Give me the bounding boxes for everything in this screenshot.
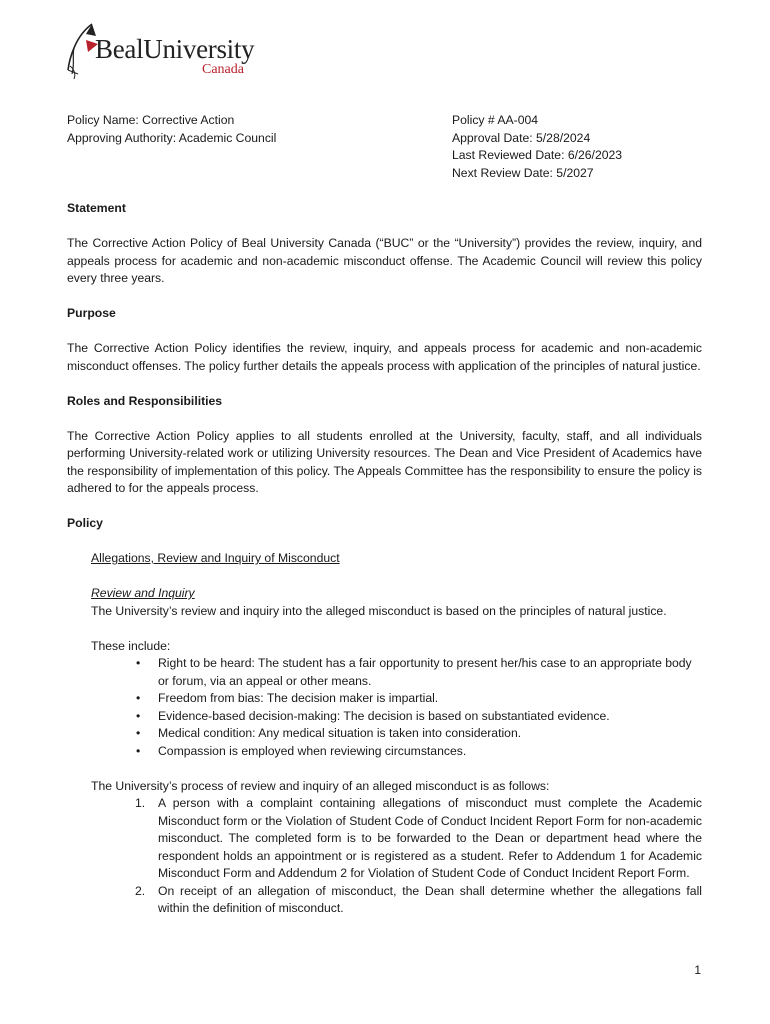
allegations-subheading: Allegations, Review and Inquiry of Misconduct: [91, 551, 340, 565]
list-item: • Compassion is employed when reviewing circumstances.: [158, 743, 702, 761]
document-body: [67, 200, 702, 918]
process-intro: The University’s process of review and inquiry of an alleged misconduct is as follows:: [91, 778, 550, 793]
policy-number: Policy # AA-004: [452, 113, 539, 127]
policy-meta-left: [67, 112, 276, 147]
logo-subtitle: Canada: [202, 62, 244, 77]
purpose-text: The Corrective Action Policy identifies the review, inquiry, and appeals process for academic and non-academic misconduct offenses. The policy further details the appeals process with application of the principles of natural justice.: [67, 341, 702, 373]
review-heading: Review and Inquiry: [91, 586, 195, 600]
policy-heading: Policy: [67, 516, 103, 530]
bullet-icon: •: [136, 726, 141, 740]
bullet-icon: •: [136, 708, 141, 723]
bullet-icon: •: [136, 743, 141, 758]
last-reviewed-date: Last Reviewed Date: 6/26/2023: [452, 148, 623, 162]
roles-heading: Roles and Responsibilities: [67, 393, 223, 408]
bullet-icon: •: [136, 691, 141, 705]
list-item: 2. On receipt of an allegation of misconduct, the Dean shall determine whether the allegations fall within the definition of misconduct.: [135, 883, 702, 915]
includes-label: These include:: [91, 638, 171, 653]
bullet-icon: •: [136, 656, 141, 670]
next-review-date: Next Review Date: 5/2027: [452, 165, 594, 180]
policy-name: Policy Name: Corrective Action: [67, 113, 235, 127]
process-steps: [67, 795, 702, 918]
approving-authority: Approving Authority: Academic Council: [67, 130, 277, 145]
principles-list: [67, 655, 702, 760]
logo-name: BealUniversity: [95, 34, 255, 64]
list-item: • Medical condition: Any medical situation is taken into consideration.: [158, 725, 702, 743]
purpose-heading: Purpose: [67, 306, 116, 320]
review-text: The University’s review and inquiry into the alleged misconduct is based on the principles of natural justice.: [91, 603, 667, 618]
page-number: 1: [694, 963, 701, 977]
list-item: • Freedom from bias: The decision maker is impartial.: [158, 690, 702, 708]
university-logo: [66, 20, 276, 82]
statement-heading: Statement: [67, 201, 126, 215]
approval-date: Approval Date: 5/28/2024: [452, 130, 591, 145]
list-item: 1. A person with a complaint containing allegations of misconduct must complete the Academic Misconduct form or the Violation of Student Code of Conduct Incident Report Form for non-academic misconduct. The completed form is to be forwarded to the Dean or department head where the respondent holds an appointment or is registered as a student. Refer to Addendum 1 for Academic Misconduct Form and Addendum 2 for Violation of Student Code of Conduct Incident Report Form.: [135, 796, 702, 880]
roles-text: The Corrective Action Policy applies to all students enrolled at the University, faculty, staff, and all individuals performing University-related work or utilizing University resources. The Dean and Vice President of Academics have the responsibility of implementation of this policy. The Appeals Committee has the responsibility to ensure the policy is adhered to for the appeals process.: [67, 428, 702, 495]
policy-meta-right: [452, 112, 622, 182]
list-item: • Evidence-based decision-making: The decision is based on substantiated evidence.: [158, 708, 702, 726]
review-section: [67, 585, 702, 655]
statement-text: The Corrective Action Policy of Beal University Canada (“BUC” or the “University”) provides the review, inquiry, and appeals process for academic and non-academic misconduct offense. The Academic Council will review this policy every three years.: [67, 236, 702, 285]
list-item: • Right to be heard: The student has a fair opportunity to present her/his case to an appropriate body or forum, via an appeal or other means.: [136, 656, 692, 688]
